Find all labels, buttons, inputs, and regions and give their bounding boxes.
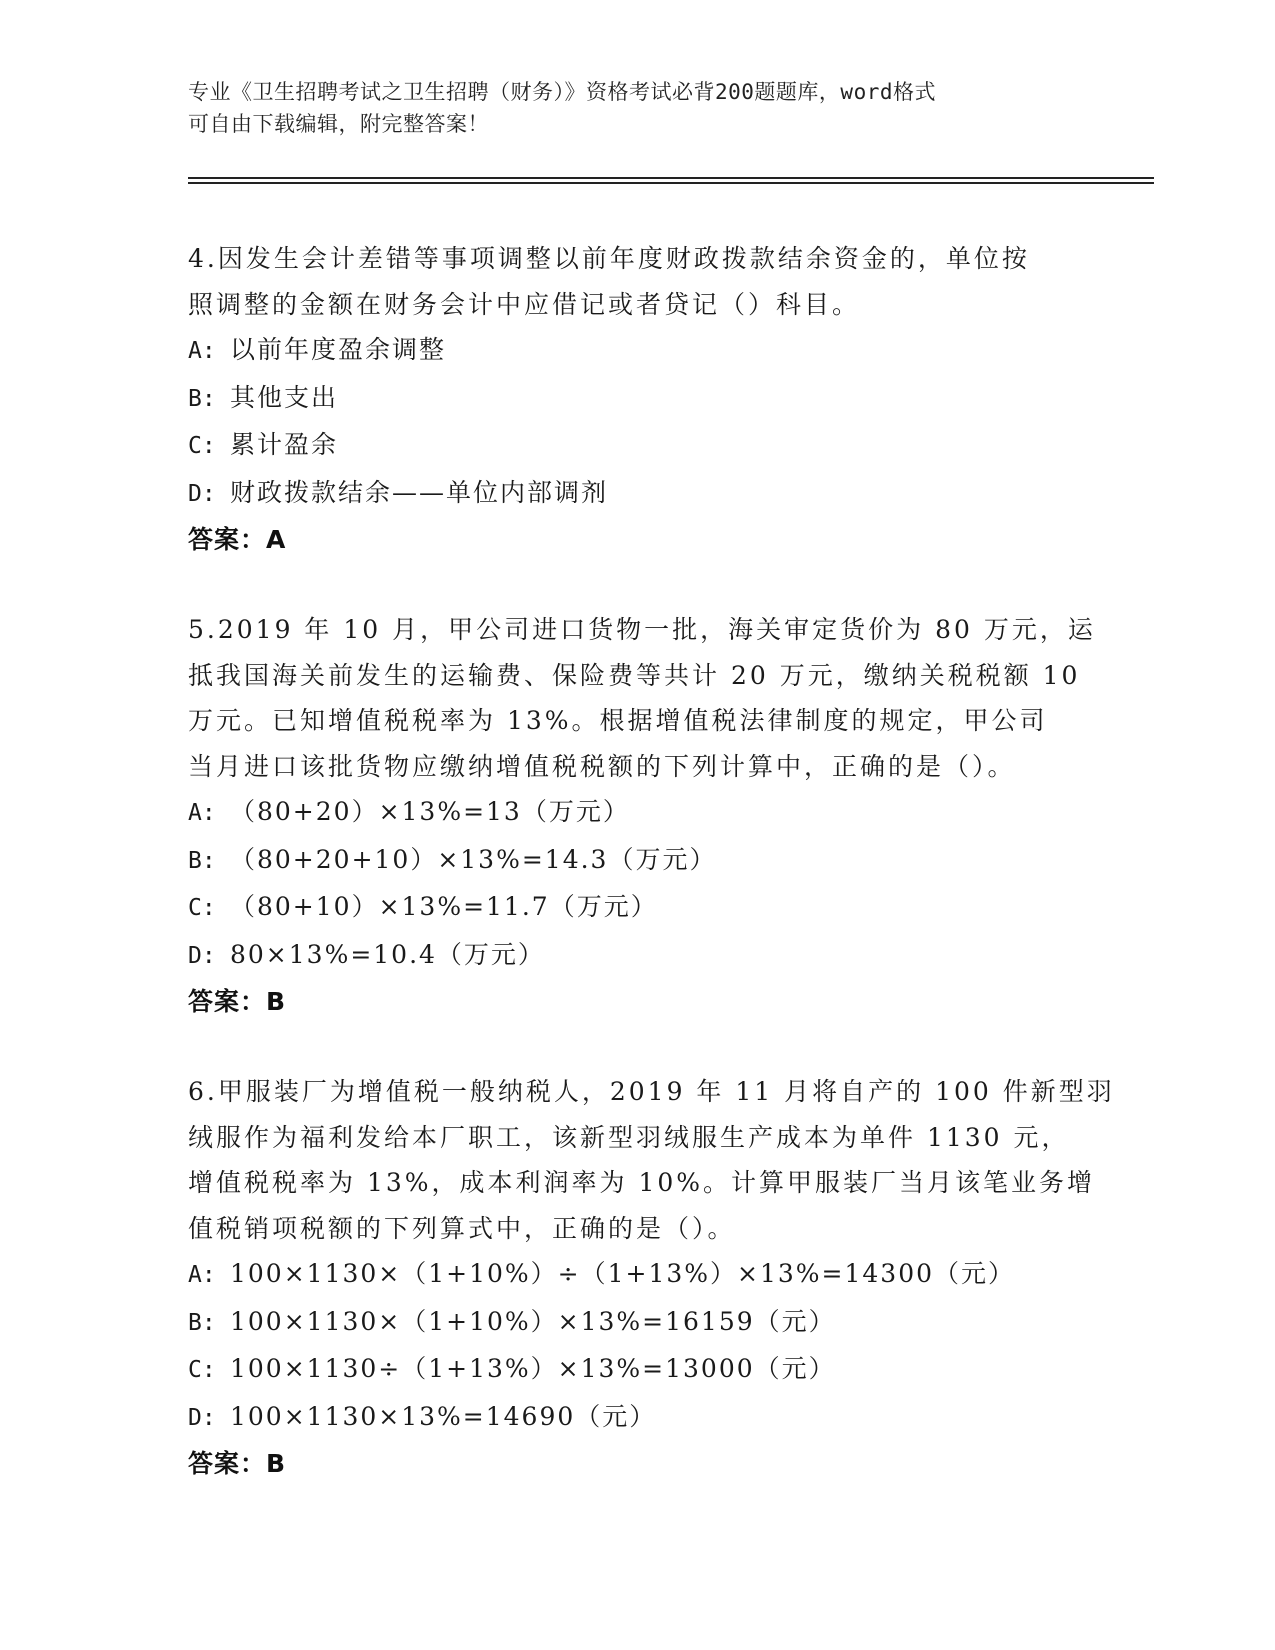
option-letter: D: xyxy=(188,480,216,507)
question-list xyxy=(188,236,1115,1531)
answer-label: 答案：B xyxy=(188,1449,287,1478)
option-text: 100×1130×（1+10%）÷（1+13%）×13%=14300（元） xyxy=(230,1259,1016,1288)
option-letter: C: xyxy=(188,1357,216,1383)
option-text: （80+20+10）×13%=14.3（万元） xyxy=(230,844,717,874)
option-c xyxy=(188,422,1088,470)
document-header xyxy=(188,76,1088,140)
option-text: 100×1130÷（1+13%）×13%=13000（元） xyxy=(230,1354,836,1383)
option-c xyxy=(188,884,1088,932)
option-d xyxy=(188,932,1088,980)
question-text-line: 6.甲服装厂为增值税一般纳税人，2019 年 11 月将自产的 100 件新型羽 xyxy=(188,1077,1115,1106)
option-letter: D: xyxy=(188,1404,216,1431)
option-letter: C: xyxy=(188,895,216,921)
question-text-line: 值税销项税额的下列算式中，正确的是（）。 xyxy=(188,1213,736,1243)
option-c xyxy=(188,1346,1088,1394)
option-d xyxy=(188,1394,1088,1442)
option-letter: B: xyxy=(188,1309,216,1336)
option-a xyxy=(188,1251,1088,1299)
option-b xyxy=(188,375,1088,423)
option-text: （80+10）×13%=11.7（万元） xyxy=(230,892,658,921)
option-text: 以前年度盈余调整 xyxy=(230,335,447,364)
option-letter: A: xyxy=(188,1262,216,1288)
question-text-line: 当月进口该批货物应缴纳增值税税额的下列计算中，正确的是（）。 xyxy=(188,751,1016,781)
answer-label: 答案：A xyxy=(188,525,287,554)
question-5 xyxy=(188,607,1096,1025)
question-text-line: 4.因发生会计差错等事项调整以前年度财政拨款结余资金的，单位按 xyxy=(188,244,1030,273)
question-text-line: 增值税税率为 13%，成本利润率为 10%。计算甲服装厂当月该笔业务增 xyxy=(188,1168,1096,1197)
option-b xyxy=(188,1299,1088,1347)
option-letter: A: xyxy=(188,800,216,826)
option-text: 财政拨款结余——单位内部调剂 xyxy=(230,477,609,507)
option-text: （80+20）×13%=13（万元） xyxy=(230,797,630,826)
option-text: 80×13%=10.4（万元） xyxy=(230,939,545,969)
option-d xyxy=(188,470,1088,518)
option-a xyxy=(188,327,1088,375)
question-4 xyxy=(188,236,1088,563)
option-letter: A: xyxy=(188,338,216,364)
option-text: 其他支出 xyxy=(230,382,339,412)
option-a xyxy=(188,789,1088,837)
header-line-2: 可自由下载编辑，附完整答案！ xyxy=(188,112,489,136)
question-6 xyxy=(188,1069,1115,1487)
option-letter: C: xyxy=(188,433,216,459)
option-text: 100×1130×（1+10%）×13%=16159（元） xyxy=(230,1306,836,1336)
option-b xyxy=(188,837,1088,885)
header-rule-bottom xyxy=(188,182,1154,184)
answer-label: 答案：B xyxy=(188,987,287,1016)
option-text: 累计盈余 xyxy=(230,430,339,459)
header-rule-top xyxy=(188,177,1154,179)
question-text-line: 绒服作为福利发给本厂职工，该新型羽绒服生产成本为单件 1130 元， xyxy=(188,1122,1070,1152)
question-text-line: 万元。已知增值税税率为 13%。根据增值税法律制度的规定，甲公司 xyxy=(188,706,1048,735)
option-letter: B: xyxy=(188,385,216,412)
option-letter: D: xyxy=(188,942,216,969)
option-text: 100×1130×13%=14690（元） xyxy=(230,1401,657,1431)
question-text-line: 照调整的金额在财务会计中应借记或者贷记（）科目。 xyxy=(188,289,861,319)
header-line-1: 专业《卫生招聘考试之卫生招聘（财务）》资格考试必背200题题库，word格式 xyxy=(188,80,936,104)
question-text-line: 抵我国海关前发生的运输费、保险费等共计 20 万元，缴纳关税税额 10 xyxy=(188,660,1081,690)
question-text-line: 5.2019 年 10 月，甲公司进口货物一批，海关审定货价为 80 万元，运 xyxy=(188,615,1096,644)
option-letter: B: xyxy=(188,847,216,874)
